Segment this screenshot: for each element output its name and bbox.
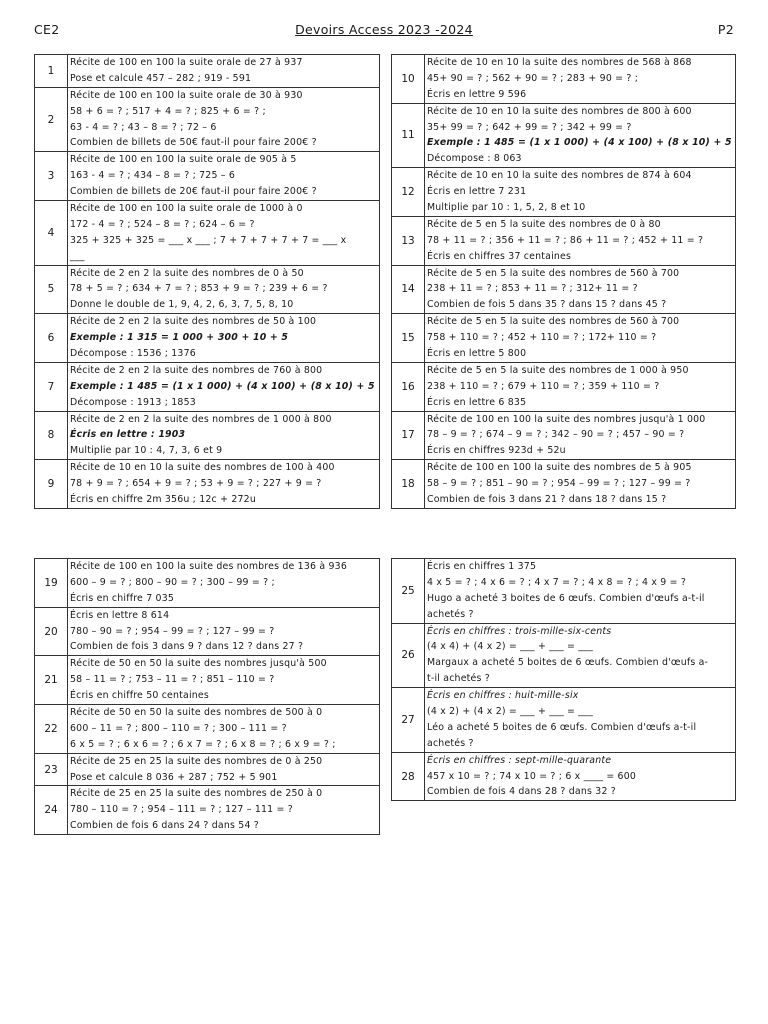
day-tasks [68, 362, 380, 411]
homework-day-row [35, 656, 380, 705]
homework-day-row [35, 362, 380, 411]
homework-table-1 [34, 54, 380, 509]
task-line: 172 - 4 = ? ; 524 – 8 = ? ; 624 – 6 = ? [70, 218, 255, 230]
task-line: Donne le double de 1, 9, 4, 2, 6, 3, 7, 5, 8, 10 [70, 299, 294, 311]
day-tasks [425, 103, 736, 168]
task-line: Écris en chiffre 50 centaines [70, 690, 209, 702]
task-line: 457 x 10 = ? ; 74 x 10 = ? ; 6 x ____ = 600 [427, 770, 637, 782]
task-line: Écris en chiffre 2m 356u ; 12c + 272u [70, 494, 256, 506]
task-line: Récite de 2 en 2 la suite des nombres de 760 à 800 [70, 364, 323, 376]
task-line: Décompose : 1913 ; 1853 [70, 396, 196, 408]
header-class-label: CE2 [34, 22, 60, 37]
homework-day-row [35, 559, 380, 608]
task-line: Récite de 25 en 25 la suite des nombres de 0 à 250 [70, 755, 323, 767]
task-line: Écris en lettre : 1903 [70, 429, 186, 441]
day-tasks [425, 411, 736, 460]
homework-day-row [392, 559, 736, 624]
task-line: Combien de billets de 20€ faut-il pour faire 200€ ? [70, 186, 317, 198]
homework-table-3 [34, 558, 380, 835]
homework-day-row [392, 752, 736, 801]
day-tasks [68, 411, 380, 460]
homework-day-row [392, 688, 736, 753]
task-line: Multiplie par 10 : 1, 5, 2, 8 et 10 [427, 202, 586, 214]
day-tasks [68, 152, 380, 201]
day-number: 18 [392, 460, 425, 509]
day-tasks [425, 362, 736, 411]
day-tasks [425, 688, 736, 753]
task-line: Exemple : 1 315 = 1 000 + 300 + 10 + 5 [70, 332, 289, 344]
homework-day-row [35, 152, 380, 201]
day-number: 21 [35, 656, 68, 705]
task-line: Récite de 50 en 50 la suite des nombres jusqu'à 500 [70, 658, 327, 670]
task-line: Combien de fois 3 dans 21 ? dans 18 ? dans 15 ? [427, 494, 667, 506]
task-line: Récite de 5 en 5 la suite des nombres de 560 à 700 [427, 267, 680, 279]
task-line: Hugo a acheté 3 boites de 6 œufs. Combien d'œufs a-t-il [427, 592, 705, 604]
task-line: 78 + 5 = ? ; 634 + 7 = ? ; 853 + 9 = ? ; 239 + 6 = ? [70, 283, 328, 295]
day-number: 14 [392, 265, 425, 314]
day-number: 11 [392, 103, 425, 168]
day-tasks [425, 623, 736, 688]
task-line: Combien de fois 3 dans 9 ? dans 12 ? dans 27 ? [70, 641, 304, 653]
day-tasks [68, 314, 380, 363]
day-number: 10 [392, 55, 425, 104]
task-line: Écris en lettre 8 614 [70, 609, 170, 621]
homework-table-2 [391, 54, 736, 509]
day-tasks [68, 786, 380, 835]
day-number: 22 [35, 705, 68, 754]
task-line: Écris en lettre 6 835 [427, 396, 527, 408]
task-line: Écris en chiffre 7 035 [70, 592, 175, 604]
day-number: 15 [392, 314, 425, 363]
task-line: Écris en chiffres 37 centaines [427, 250, 572, 262]
homework-day-row [392, 362, 736, 411]
task-line: ___ [70, 250, 85, 262]
task-line: Exemple : 1 485 = (1 x 1 000) + (4 x 100) + (8 x 10) + 5 [427, 137, 732, 149]
day-tasks [68, 460, 380, 509]
task-line: Récite de 100 en 100 la suite orale de 905 à 5 [70, 154, 297, 166]
task-line: Récite de 10 en 10 la suite des nombres de 100 à 400 [70, 462, 335, 474]
homework-day-row [392, 623, 736, 688]
task-line: Écris en chiffres 1 375 [427, 561, 537, 572]
day-number: 2 [35, 87, 68, 152]
day-tasks [68, 705, 380, 754]
task-line: Récite de 5 en 5 la suite des nombres de 1 000 à 950 [427, 364, 689, 376]
day-number: 27 [392, 688, 425, 753]
task-line: Combien de fois 5 dans 35 ? dans 15 ? dans 45 ? [427, 299, 667, 311]
day-tasks [425, 559, 736, 624]
day-number: 24 [35, 786, 68, 835]
day-number: 5 [35, 265, 68, 314]
day-tasks [68, 55, 380, 88]
day-number: 28 [392, 752, 425, 801]
task-line: 58 – 9 = ? ; 851 – 90 = ? ; 954 – 99 = ? ; 127 – 99 = ? [427, 478, 691, 490]
homework-day-row [35, 607, 380, 656]
task-line: Écris en lettre 7 231 [427, 186, 527, 198]
day-number: 17 [392, 411, 425, 460]
task-line: Récite de 2 en 2 la suite des nombres de 50 à 100 [70, 316, 317, 328]
day-tasks [68, 753, 380, 786]
task-line: Écris en chiffres : huit-mille-six [427, 690, 579, 702]
task-line: 600 – 9 = ? ; 800 – 90 = ? ; 300 – 99 = ? ; [70, 576, 275, 588]
day-number: 25 [392, 559, 425, 624]
task-line: Écris en chiffres 923d + 52u [427, 445, 566, 457]
task-line: 78 – 9 = ? ; 674 – 9 = ? ; 342 – 90 = ? ; 457 – 90 = ? [427, 429, 685, 441]
task-line: Léo a acheté 5 boites de 6 œufs. Combien d'œufs a-t-il [427, 721, 697, 733]
day-tasks [68, 87, 380, 152]
homework-table-4 [391, 558, 736, 801]
task-line: 6 x 5 = ? ; 6 x 6 = ? ; 6 x 7 = ? ; 6 x 8 = ? ; 6 x 9 = ? ; [70, 738, 336, 750]
task-line: Pose et calcule 8 036 + 287 ; 752 + 5 901 [70, 771, 278, 783]
task-line: achetés ? [427, 608, 474, 620]
task-line: Récite de 100 en 100 la suite des nombres de 136 à 936 [70, 561, 347, 572]
task-line: Margaux a acheté 5 boites de 6 œufs. Combien d'œufs a- [427, 657, 709, 669]
homework-day-row [392, 265, 736, 314]
day-tasks [425, 55, 736, 104]
day-tasks [425, 216, 736, 265]
task-line: Écris en chiffres : sept-mille-quarante [427, 754, 612, 766]
task-line: Récite de 100 en 100 la suite orale de 30 à 930 [70, 89, 303, 101]
homework-day-row [392, 314, 736, 363]
homework-day-row [392, 55, 736, 104]
homework-day-row [35, 786, 380, 835]
task-line: 4 x 5 = ? ; 4 x 6 = ? ; 4 x 7 = ? ; 4 x 8 = ? ; 4 x 9 = ? [427, 576, 687, 588]
day-tasks [68, 607, 380, 656]
task-line: 238 + 110 = ? ; 679 + 110 = ? ; 359 + 110 = ? [427, 380, 660, 392]
day-tasks [425, 168, 736, 217]
day-number: 13 [392, 216, 425, 265]
homework-day-row [392, 411, 736, 460]
task-line: Récite de 5 en 5 la suite des nombres de 560 à 700 [427, 316, 680, 328]
task-line: Décompose : 8 063 [427, 153, 522, 165]
day-number: 19 [35, 559, 68, 608]
task-line: Exemple : 1 485 = (1 x 1 000) + (4 x 100) + (8 x 10) + 5 [70, 380, 375, 392]
task-line: 325 + 325 + 325 = ___ x ___ ; 7 + 7 + 7 + 7 + 7 = ___ x [70, 234, 347, 246]
day-number: 12 [392, 168, 425, 217]
page-title: Devoirs Access 2023 -2024 [295, 22, 473, 37]
task-line: (4 x 4) + (4 x 2) = ___ + ___ = ___ [427, 641, 593, 653]
task-line: Écris en chiffres : trois-mille-six-cents [427, 625, 612, 637]
task-line: Récite de 100 en 100 la suite des nombres jusqu'à 1 000 [427, 413, 706, 425]
day-tasks [68, 656, 380, 705]
task-line: 58 – 11 = ? ; 753 – 11 = ? ; 851 – 110 = ? [70, 674, 275, 686]
homework-day-row [392, 103, 736, 168]
task-line: Multiplie par 10 : 4, 7, 3, 6 et 9 [70, 445, 223, 457]
task-line: Récite de 2 en 2 la suite des nombres de 0 à 50 [70, 267, 304, 279]
task-line: Récite de 10 en 10 la suite des nombres de 874 à 604 [427, 170, 692, 182]
day-tasks [425, 314, 736, 363]
homework-day-row [392, 216, 736, 265]
task-line: Combien de fois 4 dans 28 ? dans 32 ? [427, 786, 616, 798]
day-tasks [425, 752, 736, 801]
day-number: 20 [35, 607, 68, 656]
day-tasks [425, 265, 736, 314]
task-line: 780 – 110 = ? ; 954 – 111 = ? ; 127 – 111 = ? [70, 804, 293, 816]
task-line: 35+ 99 = ? ; 642 + 99 = ? ; 342 + 99 = ? [427, 121, 632, 133]
task-line: Récite de 2 en 2 la suite des nombres de 1 000 à 800 [70, 413, 332, 425]
homework-day-row [35, 55, 380, 88]
task-line: Récite de 100 en 100 la suite orale de 27 à 937 [70, 57, 303, 68]
task-line: Pose et calcule 457 – 282 ; 919 - 591 [70, 72, 252, 84]
task-line: 78 + 9 = ? ; 654 + 9 = ? ; 53 + 9 = ? ; 227 + 9 = ? [70, 478, 322, 490]
homework-day-row [35, 314, 380, 363]
day-tasks [425, 460, 736, 509]
task-line: t-il achetés ? [427, 673, 490, 685]
task-line: Écris en lettre 5 800 [427, 348, 527, 360]
homework-day-row [35, 705, 380, 754]
homework-day-row [35, 265, 380, 314]
day-number: 1 [35, 55, 68, 88]
task-line: 58 + 6 = ? ; 517 + 4 = ? ; 825 + 6 = ? ; [70, 105, 266, 117]
task-line: 780 – 90 = ? ; 954 – 99 = ? ; 127 – 99 = ? [70, 625, 275, 637]
day-number: 7 [35, 362, 68, 411]
day-number: 26 [392, 623, 425, 688]
day-number: 16 [392, 362, 425, 411]
task-line: achetés ? [427, 737, 474, 749]
task-line: Récite de 10 en 10 la suite des nombres de 568 à 868 [427, 57, 692, 68]
task-line: 78 + 11 = ? ; 356 + 11 = ? ; 86 + 11 = ? ; 452 + 11 = ? [427, 234, 704, 246]
task-line: Récite de 5 en 5 la suite des nombres de 0 à 80 [427, 218, 661, 230]
task-line: Récite de 100 en 100 la suite orale de 1000 à 0 [70, 203, 303, 215]
task-line: Écris en lettre 9 596 [427, 88, 527, 100]
task-line: Récite de 10 en 10 la suite des nombres de 800 à 600 [427, 105, 692, 117]
task-line: 238 + 11 = ? ; 853 + 11 = ? ; 312+ 11 = ? [427, 283, 638, 295]
homework-day-row [392, 460, 736, 509]
task-line: Récite de 25 en 25 la suite des nombres de 250 à 0 [70, 788, 323, 800]
task-line: (4 x 2) + (4 x 2) = ___ + ___ = ___ [427, 706, 593, 718]
task-line: 63 - 4 = ? ; 43 – 8 = ? ; 72 – 6 [70, 121, 217, 133]
task-line: Combien de billets de 50€ faut-il pour faire 200€ ? [70, 137, 317, 149]
day-number: 3 [35, 152, 68, 201]
homework-day-row [35, 87, 380, 152]
day-tasks [68, 265, 380, 314]
homework-day-row [35, 201, 380, 266]
day-tasks [68, 559, 380, 608]
day-number: 23 [35, 753, 68, 786]
task-line: 45+ 90 = ? ; 562 + 90 = ? ; 283 + 90 = ? ; [427, 72, 639, 84]
task-line: Décompose : 1536 ; 1376 [70, 348, 196, 360]
homework-day-row [392, 168, 736, 217]
day-number: 6 [35, 314, 68, 363]
homework-day-row [35, 411, 380, 460]
task-line: 600 – 11 = ? ; 800 – 110 = ? ; 300 – 111 = ? [70, 722, 287, 734]
header-period-label: P2 [717, 22, 734, 37]
homework-day-row [35, 753, 380, 786]
task-line: Récite de 50 en 50 la suite des nombres de 500 à 0 [70, 707, 323, 719]
day-number: 9 [35, 460, 68, 509]
task-line: Récite de 100 en 100 la suite des nombres de 5 à 905 [427, 462, 692, 474]
task-line: 163 - 4 = ? ; 434 – 8 = ? ; 725 – 6 [70, 170, 236, 182]
homework-day-row [35, 460, 380, 509]
task-line: 758 + 110 = ? ; 452 + 110 = ? ; 172+ 110 = ? [427, 332, 657, 344]
day-number: 8 [35, 411, 68, 460]
day-tasks [68, 201, 380, 266]
day-number: 4 [35, 201, 68, 266]
task-line: Combien de fois 6 dans 24 ? dans 54 ? [70, 820, 259, 832]
